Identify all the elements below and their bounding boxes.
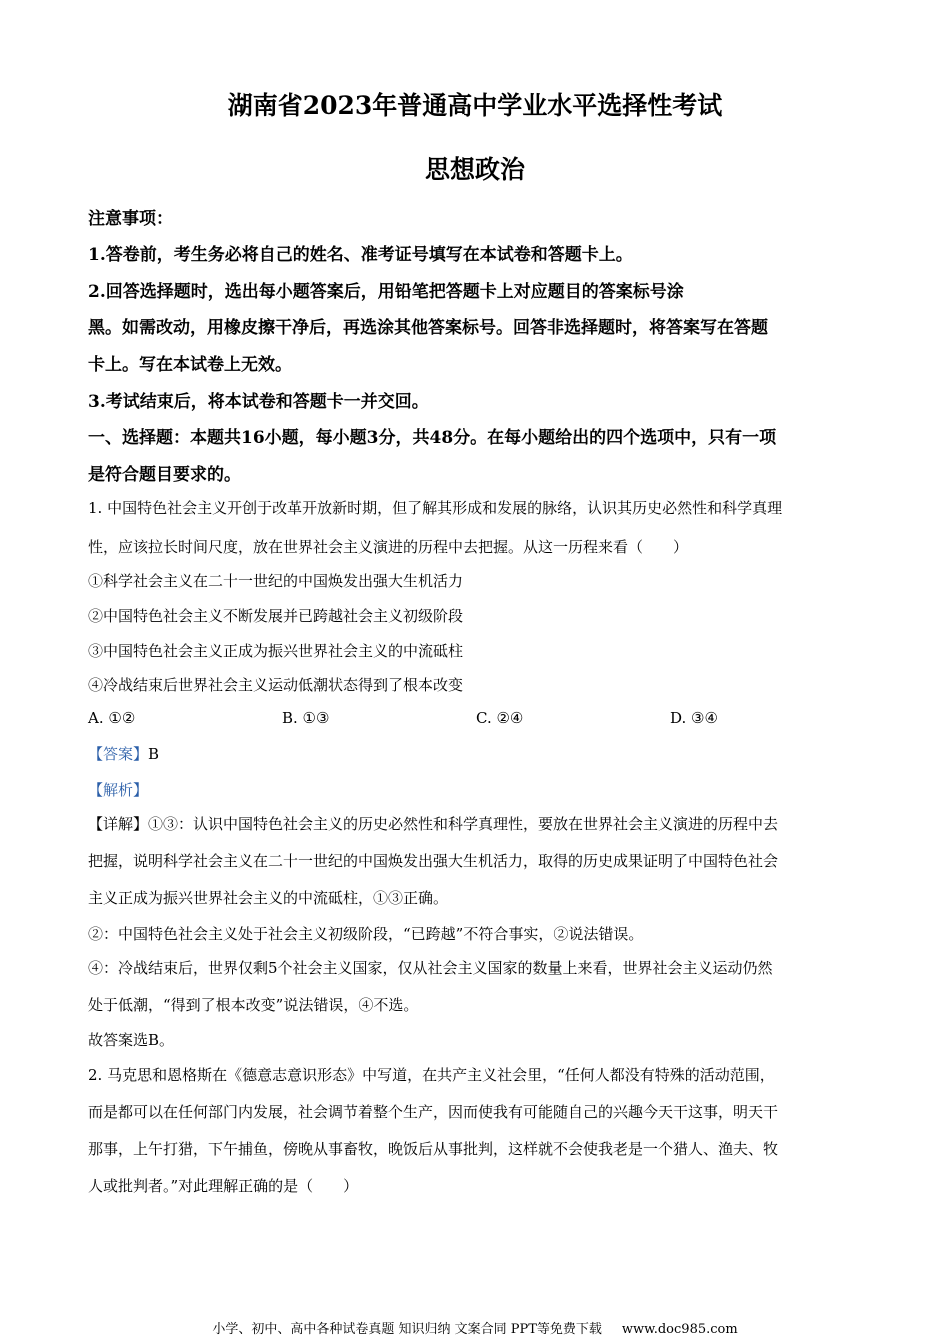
notice-item-2-line-2: 黑。如需改动，用橡皮擦干净后，再选涂其他答案标号。回答非选择题时，将答案写在答题 bbox=[88, 318, 768, 338]
detail-line-6: 处于低潮，“得到了根本改变”说法错误，④不选。 bbox=[88, 996, 419, 1014]
footer-text: 小学、初中、高中各种试卷真题 知识归纳 文案合同 PPT等免费下载 bbox=[212, 1322, 602, 1337]
statement-1: ①科学社会主义在二十一世纪的中国焕发出强大生机活力 bbox=[88, 572, 464, 590]
subject-title: 思想政治 bbox=[424, 155, 525, 184]
detail-line-3: 主义正成为振兴世界社会主义的中流砥柱，①③正确。 bbox=[88, 889, 449, 907]
analysis-tag: 【解析】 bbox=[88, 781, 149, 799]
detail-line-1: 【详解】①③：认识中国特色社会主义的历史必然性和科学真理性，要放在世界社会主义演进的历程中去 bbox=[88, 815, 779, 833]
option-b: B. ①③ bbox=[282, 709, 330, 727]
question-1-options bbox=[88, 707, 868, 729]
section-heading-line-1: 一、选择题：本题共16小题，每小题3分，共48分。在每小题给出的四个选项中，只有一项 bbox=[88, 428, 777, 448]
notice-item-3: 3.考试结束后，将本试卷和答题卡一并交回。 bbox=[88, 392, 429, 412]
detail-line-2: 把握，说明科学社会主义在二十一世纪的中国焕发出强大生机活力，取得的历史成果证明了中国特色社会 bbox=[88, 852, 779, 870]
answer-line bbox=[88, 743, 159, 765]
notice-item-1: 1.答卷前，考生务必将自己的姓名、准考证号填写在本试卷和答题卡上。 bbox=[88, 245, 633, 265]
statement-3: ③中国特色社会主义正成为振兴世界社会主义的中流砥柱 bbox=[88, 642, 464, 660]
answer-tag: 【答案】 bbox=[88, 745, 149, 763]
notice-item-2-line-3: 卡上。写在本试卷上无效。 bbox=[88, 355, 292, 375]
option-d: D. ③④ bbox=[670, 709, 718, 727]
detail-line-4: ②：中国特色社会主义处于社会主义初级阶段，“已跨越”不符合事实，②说法错误。 bbox=[88, 925, 644, 943]
exam-title: 湖南省2023年普通高中学业水平选择性考试 bbox=[227, 91, 723, 120]
statement-4: ④冷战结束后世界社会主义运动低潮状态得到了根本改变 bbox=[88, 676, 464, 694]
question-2-stem-line-3: 那事，上午打猎，下午捕鱼，傍晚从事畜牧，晚饭后从事批判，这样就不会使我老是一个猎人、渔夫、牧 bbox=[88, 1140, 779, 1158]
page-footer bbox=[0, 1320, 950, 1340]
detail-line-5: ④：冷战结束后，世界仅剩5个社会主义国家，仅从社会主义国家的数量上来看，世界社会主义运动仍然 bbox=[88, 959, 773, 977]
question-1-stem-line-2: 性，应该拉长时间尺度，放在世界社会主义演进的历程中去把握。从这一历程来看（ ） bbox=[88, 538, 689, 556]
statement-2: ②中国特色社会主义不断发展并已跨越社会主义初级阶段 bbox=[88, 607, 464, 625]
question-2-stem-line-1: 2. 马克思和恩格斯在《德意志意识形态》中写道，在共产主义社会里，“任何人都没有特殊的活动范围， bbox=[88, 1066, 775, 1084]
notice-item-2-line-1: 2.回答选择题时，选出每小题答案后，用铅笔把答题卡上对应题目的答案标号涂 bbox=[88, 282, 684, 302]
section-heading-line-2: 是符合题目要求的。 bbox=[88, 465, 241, 485]
footer-url[interactable]: www.doc985.com bbox=[621, 1322, 738, 1337]
answer-value: B bbox=[148, 745, 160, 763]
question-2-stem-line-2: 而是都可以在任何部门内发展，社会调节着整个生产，因而使我有可能随自己的兴趣今天干这事，明天干 bbox=[88, 1103, 779, 1121]
question-2-stem-line-4: 人或批判者。”对此理解正确的是（ ） bbox=[88, 1177, 359, 1195]
detail-line-7: 故答案选B。 bbox=[88, 1031, 175, 1049]
option-c: C. ②④ bbox=[476, 709, 524, 727]
question-1-stem-line-1: 1. 中国特色社会主义开创于改革开放新时期，但了解其形成和发展的脉络，认识其历史必然性和科学真理 bbox=[88, 499, 783, 517]
notice-heading: 注意事项： bbox=[88, 209, 173, 229]
option-a: A. ①② bbox=[88, 709, 136, 727]
